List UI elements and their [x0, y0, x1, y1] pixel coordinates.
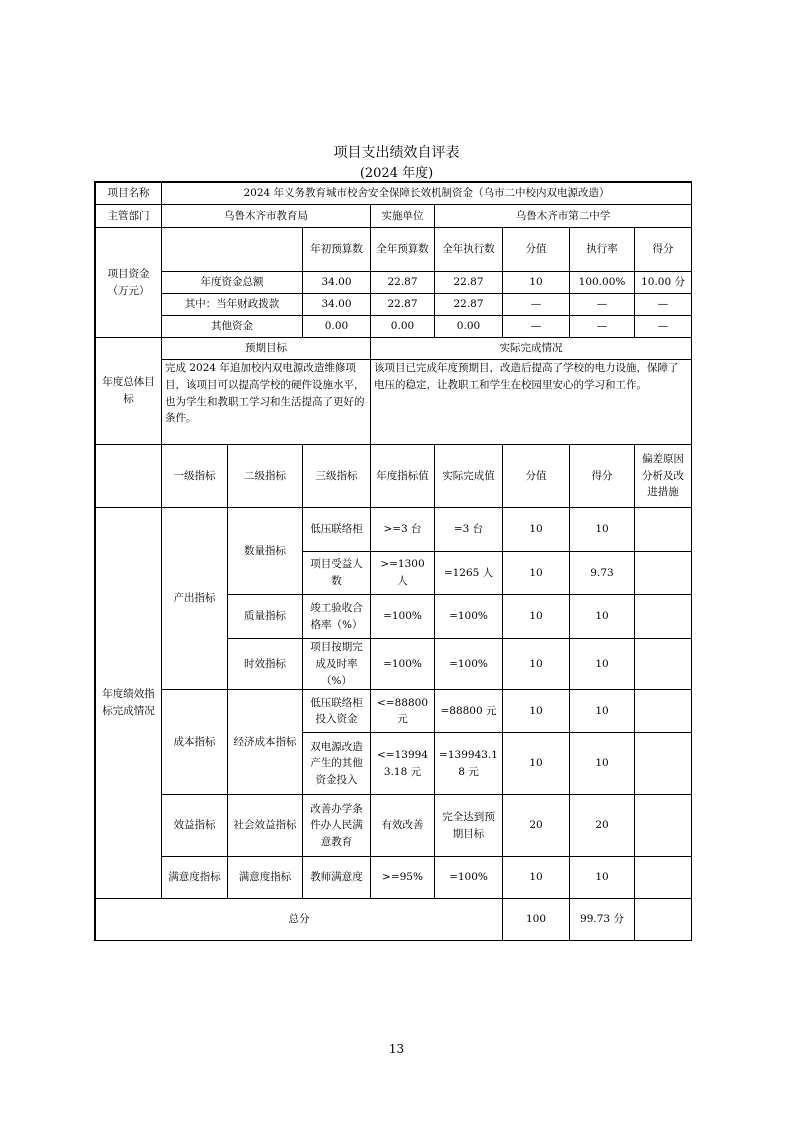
- indicator-actual: =100%: [435, 857, 503, 899]
- indicator-remark: [635, 508, 692, 552]
- satisfaction-sub-indicator-label: 满意度指标: [228, 857, 303, 899]
- funds-header-score-value: 分值: [503, 228, 570, 272]
- row-goals-content: [96, 360, 692, 445]
- benefit-indicator-label: 效益指标: [162, 795, 228, 857]
- table-row: [96, 857, 692, 899]
- funds-row-executed: 22.87: [435, 272, 503, 294]
- project-name-label: 项目名称: [96, 183, 162, 205]
- indicator-remark: [635, 552, 692, 595]
- funds-row-budget-year: 22.87: [371, 272, 435, 294]
- indicators-section-label: 年度绩效指标完成情况: [96, 508, 162, 899]
- funds-row-score-value: —: [503, 294, 570, 316]
- funds-row-budget-start: 0.00: [303, 316, 371, 338]
- indicator-score: 10: [570, 690, 635, 733]
- funds-row-budget-start: 34.00: [303, 294, 371, 316]
- row-total: [96, 899, 692, 941]
- satisfaction-indicator-label: 满意度指标: [162, 857, 228, 899]
- funds-row-name: 其他资金: [162, 316, 303, 338]
- funds-header-rate: 执行率: [570, 228, 635, 272]
- funds-row-rate: 100.00%: [570, 272, 635, 294]
- indicator-third: 双电源改造产生的其他资金投入: [303, 733, 371, 795]
- total-label: 总分: [96, 899, 503, 941]
- output-indicator-label: 产出指标: [162, 508, 228, 690]
- funds-header-score: 得分: [635, 228, 692, 272]
- indicators-header-score: 得分: [570, 445, 635, 508]
- funds-row: [96, 316, 692, 338]
- funds-row-score-value: 10: [503, 272, 570, 294]
- indicator-target: <=88800 元: [371, 690, 435, 733]
- indicators-header-first: 一级指标: [162, 445, 228, 508]
- indicator-actual: =3 台: [435, 508, 503, 552]
- indicator-value: 10: [503, 595, 570, 639]
- row-project-name: [96, 183, 692, 205]
- indicator-target: 有效改善: [371, 795, 435, 857]
- funds-row-budget-year: 0.00: [371, 316, 435, 338]
- funds-header-blank: [162, 228, 303, 272]
- cost-indicator-label: 成本指标: [162, 690, 228, 795]
- indicators-header-third: 三级指标: [303, 445, 371, 508]
- goals-label: 年度总体目标: [96, 338, 162, 445]
- row-goals-header: [96, 338, 692, 360]
- indicator-third: 项目按期完成及时率（%）: [303, 639, 371, 690]
- indicator-value: 10: [503, 733, 570, 795]
- indicators-header-second: 二级指标: [228, 445, 303, 508]
- goals-expected-header: 预期目标: [162, 338, 371, 360]
- indicator-remark: [635, 795, 692, 857]
- indicator-remark: [635, 857, 692, 899]
- total-remark: [635, 899, 692, 941]
- social-benefit-indicator-label: 社会效益指标: [228, 795, 303, 857]
- indicators-header-remark: 偏差原因分析及改进措施: [635, 445, 692, 508]
- indicators-header-actual: 实际完成值: [435, 445, 503, 508]
- indicator-score: 20: [570, 795, 635, 857]
- row-indicators-header: [96, 445, 692, 508]
- indicator-actual: =88800 元: [435, 690, 503, 733]
- indicator-actual: =139943.18 元: [435, 733, 503, 795]
- table-row: [96, 690, 692, 733]
- goals-expected-text: 完成 2024 年追加校内双电源改造维修项目，该项目可以提高学校的硬件设施水平，也为学生和教职工学习和生活提高了更好的条件。: [162, 360, 371, 445]
- funds-row-budget-start: 34.00: [303, 272, 371, 294]
- indicator-value: 20: [503, 795, 570, 857]
- funds-row-score: 10.00 分: [635, 272, 692, 294]
- funds-header-budget-year: 全年预算数: [371, 228, 435, 272]
- funds-label: 项目资金（万元）: [96, 228, 162, 338]
- table-row: [96, 508, 692, 552]
- funds-header-executed: 全年执行数: [435, 228, 503, 272]
- funds-row: [96, 272, 692, 294]
- goals-actual-text: 该项目已完成年度预期目，改造后提高了学校的电力设施，保障了电压的稳定，让教职工和学生在校园里安心的学习和工作。: [371, 360, 692, 445]
- indicator-score: 10: [570, 639, 635, 690]
- indicator-actual: 完全达到预期目标: [435, 795, 503, 857]
- funds-row-name: 年度资金总额: [162, 272, 303, 294]
- goals-actual-header: 实际完成情况: [371, 338, 692, 360]
- indicator-third: 竣工验收合格率（%）: [303, 595, 371, 639]
- page-number: 13: [388, 1042, 405, 1056]
- indicator-score: 10: [570, 733, 635, 795]
- indicator-score: 9.73: [570, 552, 635, 595]
- timeliness-indicator-label: 时效指标: [228, 639, 303, 690]
- funds-row-executed: 0.00: [435, 316, 503, 338]
- page-title: 项目支出绩效自评表: [333, 145, 460, 161]
- indicator-third: 低压联络柜投入资金: [303, 690, 371, 733]
- funds-header-budget-start: 年初预算数: [303, 228, 371, 272]
- funds-row-budget-year: 22.87: [371, 294, 435, 316]
- row-funds-header: [96, 228, 692, 272]
- project-name-value: 2024 年义务教育城市校舍安全保障长效机制资金（乌市二中校内双电源改造）: [162, 183, 692, 205]
- indicator-actual: =1265 人: [435, 552, 503, 595]
- indicator-target: =100%: [371, 595, 435, 639]
- dept-value: 乌鲁木齐市教育局: [162, 205, 371, 228]
- indicator-target: >=1300 人: [371, 552, 435, 595]
- indicator-score: 10: [570, 508, 635, 552]
- dept-label: 主管部门: [96, 205, 162, 228]
- funds-row: [96, 294, 692, 316]
- total-value: 100: [503, 899, 570, 941]
- indicators-header-target: 年度指标值: [371, 445, 435, 508]
- indicator-target: =100%: [371, 639, 435, 690]
- indicator-score: 10: [570, 595, 635, 639]
- indicator-remark: [635, 690, 692, 733]
- indicator-actual: =100%: [435, 595, 503, 639]
- impl-label: 实施单位: [371, 205, 435, 228]
- indicator-remark: [635, 733, 692, 795]
- funds-row-score: —: [635, 294, 692, 316]
- funds-row-executed: 22.87: [435, 294, 503, 316]
- funds-row-score: —: [635, 316, 692, 338]
- economic-cost-indicator-label: 经济成本指标: [228, 690, 303, 795]
- indicator-actual: =100%: [435, 639, 503, 690]
- indicator-third: 改善办学条件办人民满意教育: [303, 795, 371, 857]
- indicator-third: 教师满意度: [303, 857, 371, 899]
- indicator-third: 低压联络柜: [303, 508, 371, 552]
- funds-row-name: 其中：当年财政拨款: [162, 294, 303, 316]
- indicator-target: >=3 台: [371, 508, 435, 552]
- self-evaluation-table: [95, 182, 692, 941]
- indicator-target: <=139943.18 元: [371, 733, 435, 795]
- funds-row-score-value: —: [503, 316, 570, 338]
- indicator-value: 10: [503, 690, 570, 733]
- funds-row-rate: —: [570, 294, 635, 316]
- indicator-remark: [635, 595, 692, 639]
- indicators-header-blank: [96, 445, 162, 508]
- quality-indicator-label: 质量指标: [228, 595, 303, 639]
- funds-row-rate: —: [570, 316, 635, 338]
- quantity-indicator-label: 数量指标: [228, 508, 303, 595]
- indicators-header-value: 分值: [503, 445, 570, 508]
- indicator-value: 10: [503, 639, 570, 690]
- page-subtitle: (2024 年度): [359, 166, 434, 181]
- indicator-value: 10: [503, 552, 570, 595]
- indicator-third: 项目受益人数: [303, 552, 371, 595]
- indicator-value: 10: [503, 508, 570, 552]
- indicator-remark: [635, 639, 692, 690]
- table-row: [96, 795, 692, 857]
- indicator-value: 10: [503, 857, 570, 899]
- impl-value: 乌鲁木齐市第二中学: [435, 205, 692, 228]
- indicator-target: >=95%: [371, 857, 435, 899]
- total-score: 99.73 分: [570, 899, 635, 941]
- row-department: [96, 205, 692, 228]
- indicator-score: 10: [570, 857, 635, 899]
